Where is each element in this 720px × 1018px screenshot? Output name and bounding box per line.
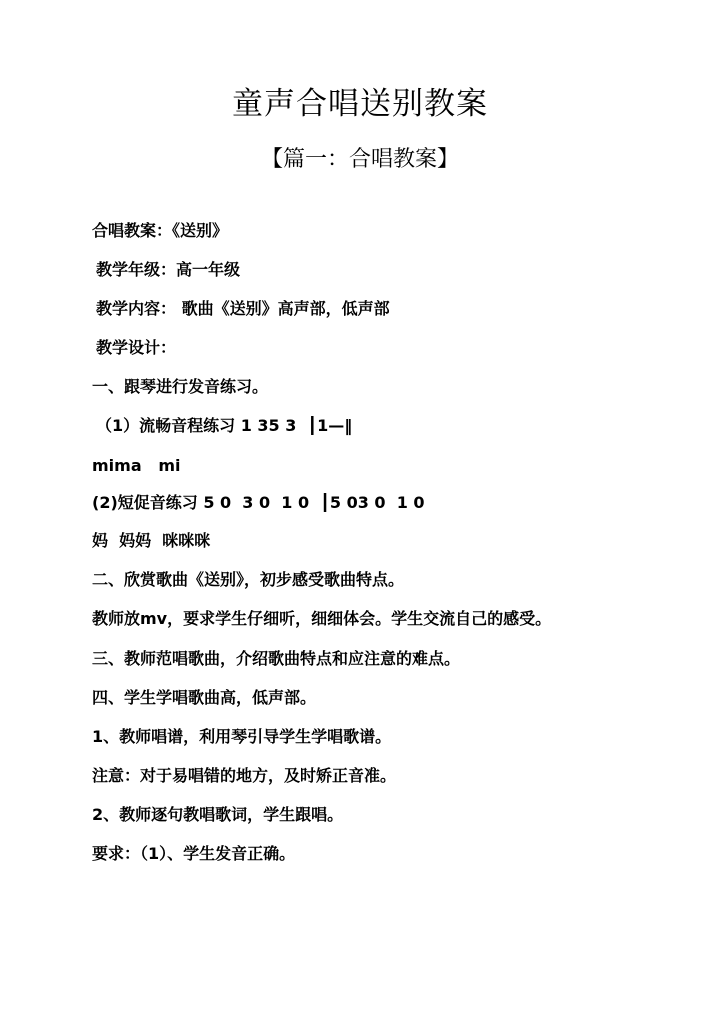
step-four-line: 四、学生学唱歌曲高，低声部。 [92, 688, 317, 707]
grade-line: 教学年级：高一年级 [96, 260, 241, 279]
design-line: 教学设计： [96, 338, 177, 357]
heading-lesson-plan: 合唱教案：《送别》 [92, 221, 229, 240]
content-line: 教学内容： 歌曲《送别》高声部，低声部 [96, 299, 390, 318]
interval-exercise-line: （1）流畅音程练习 1 35 3 ┃1—‖ [96, 416, 353, 435]
substep-two-line: 2、教师逐句教唱歌词，学生跟唱。 [92, 805, 344, 824]
step-two-line: 二、欣赏歌曲《送别》，初步感受歌曲特点。 [92, 570, 405, 589]
step-one-line: 一、跟琴进行发音练习。 [92, 377, 269, 396]
mv-line: 教师放mv，要求学生仔细听，细细体会。学生交流自己的感受。 [92, 609, 552, 628]
step-three-line: 三、教师范唱歌曲，介绍歌曲特点和应注意的难点。 [92, 649, 461, 668]
substep-one-line: 1、教师唱谱，利用琴引导学生学唱歌谱。 [92, 727, 392, 746]
document-title: 童声合唱送别教案 [232, 86, 488, 122]
syllables-line: mima mi [92, 456, 181, 475]
note-line: 注意：对于易唱错的地方，及时矫正音准。 [92, 766, 397, 785]
syllables-chinese-line: 妈 妈妈 咪咪咪 [92, 531, 211, 550]
requirement-line: 要求：（1）、学生发音正确。 [92, 844, 296, 863]
document-subtitle: 【篇一：合唱教案】 [260, 147, 459, 172]
staccato-exercise-line: (2)短促音练习 5 0 3 0 1 0 ┃5 03 0 1 0 [92, 493, 425, 512]
